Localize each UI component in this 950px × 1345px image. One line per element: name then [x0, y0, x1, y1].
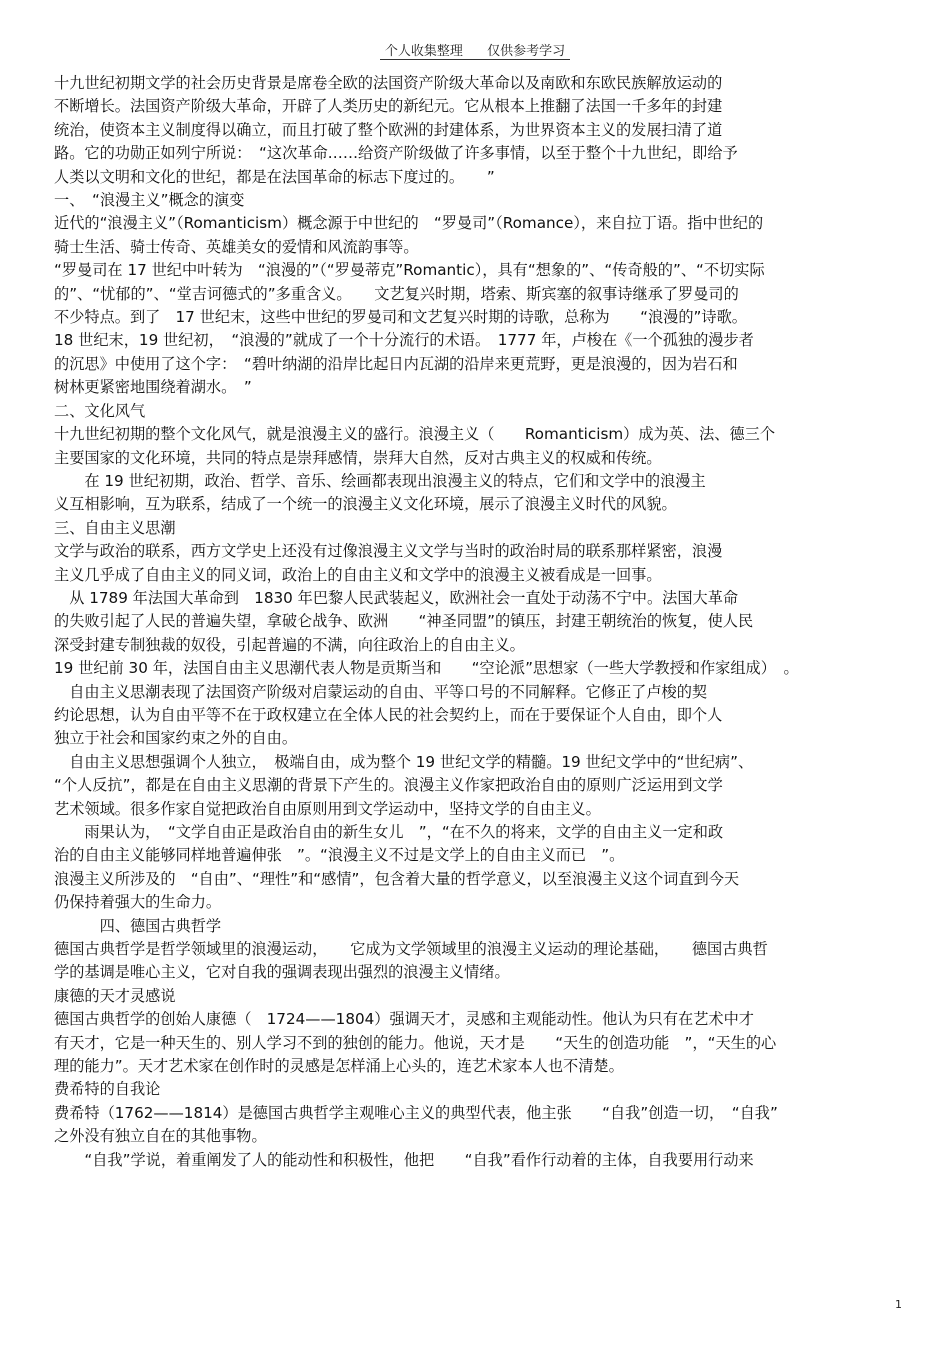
page-number: 1	[895, 1298, 902, 1311]
text-line: 近代的“浪漫主义”（Romanticism）概念源于中世纪的 “罗曼司”（Romance），来自拉丁语。指中世纪的	[54, 214, 764, 233]
text-line: “罗曼司在 17 世纪中叶转为 “浪漫的”（“罗曼蒂克”Romantic），具有“想象的”、“传奇般的”、“不切实际	[54, 261, 765, 280]
text-line: 约论思想，认为自由平等不在于政权建立在全体人民的社会契约上，而在于要保证个人自由，即个人	[54, 705, 723, 724]
text-line: 德国古典哲学是哲学领域里的浪漫运动， 它成为文学领域里的浪漫主义运动的理论基础， 德国古典哲	[54, 940, 768, 959]
text-line: 义互相影响，互为联系，结成了一个统一的浪漫主义文化环境，展示了浪漫主义时代的风貌。	[54, 495, 677, 514]
text-line: 的”、“忧郁的”、“堂吉诃德式的”多重含义。 文艺复兴时期，塔索、斯宾塞的叙事诗继承了罗曼司的	[54, 284, 739, 303]
text-line: 统治，使资本主义制度得以确立，而且打破了整个欧洲的封建体系，为世界资本主义的发展扫清了道	[54, 120, 723, 139]
text-line: 从 1789 年法国大革命到 1830 年巴黎人民武装起义，欧洲社会一直处于动荡不宁中。法国大革命	[54, 588, 739, 607]
text-line: 费希特的自我论	[54, 1080, 161, 1099]
text-line: 仍保持着强大的生命力。	[54, 893, 222, 912]
text-line: 理的能力”。天才艺术家在创作时的灵感是怎样涌上心头的，连艺术家本人也不清楚。	[54, 1057, 624, 1076]
text-line: 费希特（1762——1814）是德国古典哲学主观唯心主义的典型代表，他主张 “自我”创造一切， “自我”	[54, 1103, 778, 1122]
text-line: 学的基调是唯心主义，它对自我的强调表现出强烈的浪漫主义情绪。	[54, 963, 510, 982]
text-line: 不断增长。法国资产阶级大革命，开辟了人类历史的新纪元。它从根本上推翻了法国一千多年的封建	[54, 97, 723, 116]
document-body	[54, 72, 904, 1172]
text-line: 人类以文明和文化的世纪，都是在法国革命的标志下度过的。 ”	[54, 167, 495, 186]
text-line: 的失败引起了人民的普遍失望，拿破仑战争、欧洲 “神圣同盟”的镇压，封建王朝统治的恢复，使人民	[54, 612, 754, 631]
text-line: 19 世纪前 30 年，法国自由主义思潮代表人物是贡斯当和 “空论派”思想家（一些大学教授和作家组成） 。	[54, 659, 799, 678]
text-line: 艺术领域。很多作家自觉把政治自由原则用到文学运动中，坚持文学的自由主义。	[54, 799, 601, 818]
text-line: 骑士生活、骑士传奇、英雄美女的爱情和风流韵事等。	[54, 237, 419, 256]
text-line: 不少特点。到了 17 世纪末，这些中世纪的罗曼司和文艺复兴时期的诗歌，总称为 “浪漫的”诗歌。	[54, 308, 747, 327]
text-line: 文学与政治的联系，西方文学史上还没有过像浪漫主义文学与当时的政治时局的联系那样紧密，浪漫	[54, 542, 723, 561]
text-line: “个人反抗”，都是在自由主义思潮的背景下产生的。浪漫主义作家把政治自由的原则广泛运用到文学	[54, 776, 723, 795]
text-line: 路。它的功勋正如列宁所说： “这次革命……给资产阶级做了许多事情，以至于整个十九世纪，即给予	[54, 144, 738, 163]
text-line: 德国古典哲学的创始人康德（ 1724——1804）强调天才，灵感和主观能动性。他认为只有在艺术中才	[54, 1010, 754, 1029]
text-line: 有天才，它是一种天生的、别人学习不到的独创的能力。他说，天才是 “天生的创造功能 ”，“天生的心	[54, 1033, 777, 1052]
header-right-text: 仅供参考学习	[487, 44, 566, 59]
text-line: 的沉思》中使用了这个字： “碧叶纳湖的沿岸比起日内瓦湖的沿岸来更荒野，更是浪漫的，因为岩石和	[54, 354, 738, 373]
text-line: 四、德国古典哲学	[54, 916, 222, 935]
text-line: 治的自由主义能够同样地普遍伸张 ”。“浪漫主义不过是文学上的自由主义而已 ”。	[54, 846, 625, 865]
text-line: 之外没有独立自在的其他事物。	[54, 1127, 267, 1146]
text-line: 独立于社会和国家约束之外的自由。	[54, 729, 297, 748]
text-line: 十九世纪初期文学的社会历史背景是席卷全欧的法国资产阶级大革命以及南欧和东欧民族解放运动的	[54, 74, 723, 92]
text-line: 浪漫主义所涉及的 “自由”、“理性”和“感情”，包含着大量的哲学意义，以至浪漫主义这个词直到今天	[54, 869, 740, 888]
text-line: 三、自由主义思潮	[54, 518, 176, 537]
text-line: 雨果认为， “文学自由正是政治自由的新生女儿 ”，“在不久的将来，文学的自由主义一定和政	[54, 823, 724, 841]
text-line: 树林更紧密地围绕着湖水。 ”	[54, 378, 252, 397]
header-rule	[380, 59, 570, 60]
text-line: 十九世纪初期的整个文化风气，就是浪漫主义的盛行。浪漫主义（ Romanticism）成为英、法、德三个	[54, 425, 776, 444]
text-line: 深受封建专制独裁的奴役，引起普遍的不满，向往政治上的自由主义。	[54, 635, 525, 654]
text-line: 主要国家的文化环境，共同的特点是崇拜感情，崇拜大自然，反对古典主义的权威和传统。	[54, 448, 662, 467]
text-line: 在 19 世纪初期，政治、哲学、音乐、绘画都表现出浪漫主义的特点，它们和文学中的浪漫主	[54, 471, 706, 490]
header-left-text: 个人收集整理	[384, 44, 463, 59]
text-line: 二、文化风气	[54, 401, 146, 420]
text-line: 18 世纪末，19 世纪初， “浪漫的”就成了一个十分流行的术语。 1777 年，卢梭在《一个孤独的漫步者	[54, 331, 754, 350]
text-line: 自由主义思潮表现了法国资产阶级对启蒙运动的自由、平等口号的不同解释。它修正了卢梭的契	[54, 682, 708, 701]
text-line: “自我”学说，着重阐发了人的能动性和积极性，他把 “自我”看作行动着的主体，自我要用行动来	[54, 1150, 754, 1169]
page-header	[0, 40, 950, 59]
text-line: 自由主义思想强调个人独立， 极端自由，成为整个 19 世纪文学的精髓。19 世纪文学中的“世纪病”、	[54, 752, 754, 771]
text-line: 一、 “浪漫主义”概念的演变	[54, 191, 245, 210]
text-line: 康德的天才灵感说	[54, 986, 176, 1005]
text-line: 主义几乎成了自由主义的同义词，政治上的自由主义和文学中的浪漫主义被看成是一回事。	[54, 565, 662, 584]
